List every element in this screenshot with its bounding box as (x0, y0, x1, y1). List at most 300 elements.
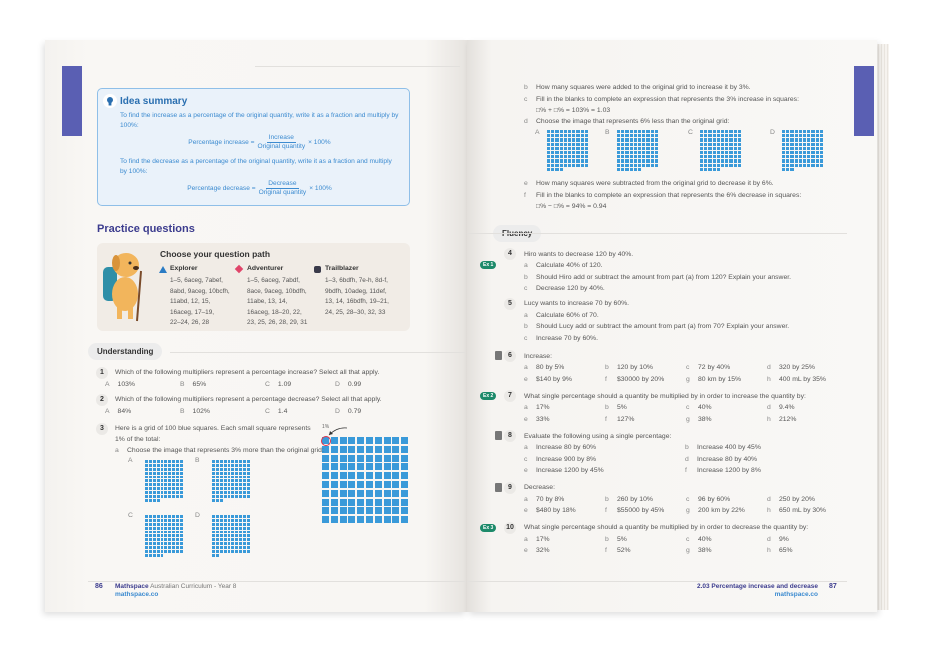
grid-square (572, 134, 575, 137)
grid-square (621, 138, 624, 141)
grid-square (820, 159, 823, 162)
grid-square (638, 143, 641, 146)
grid-square (176, 495, 179, 498)
grid-square (700, 147, 703, 150)
grid-square (149, 487, 152, 490)
grid-square (348, 437, 355, 444)
page-number-right: 87 (829, 583, 837, 590)
grid-square (738, 147, 741, 150)
grid-square (145, 542, 148, 545)
grid-square (738, 159, 741, 162)
grid-square (547, 130, 550, 133)
question-text: Which of the following multipliers represent a percentage decrease? Select all that apply. (115, 396, 382, 403)
part-text: 250 by 20% (779, 495, 815, 503)
part-letter: e (524, 375, 528, 383)
grid-square (168, 495, 171, 498)
question-path-title: Choose your question path (160, 249, 271, 259)
path-questions: 22–24, 26, 28 (170, 319, 210, 326)
question-part (767, 494, 848, 506)
grid-square (585, 159, 588, 162)
grid-square (168, 491, 171, 494)
highlight-circle (321, 436, 331, 446)
grid-square (224, 491, 227, 494)
grid-square (638, 159, 641, 162)
grid-square (235, 476, 238, 479)
grid-square (634, 143, 637, 146)
grid-square (157, 491, 160, 494)
grid-square (585, 134, 588, 137)
part-letter: e (524, 415, 528, 423)
grid-square (799, 155, 802, 158)
grid-square (168, 479, 171, 482)
grid-square (216, 523, 219, 526)
grid-square (375, 437, 382, 444)
grid-square (401, 455, 408, 462)
grid-image (145, 515, 183, 557)
grid-square (168, 542, 171, 545)
grid-square (157, 460, 160, 463)
part-text: Increase 80 by 40% (697, 455, 758, 463)
grid-square (572, 164, 575, 167)
part-text: Should Hiro add or subtract the amount from part (a) from 120? Explain your answer. (536, 273, 792, 281)
grid-square (331, 463, 338, 470)
question-parts (524, 402, 847, 425)
grid-square (576, 155, 579, 158)
grid-option-label: A (128, 457, 133, 464)
grid-square (224, 527, 227, 530)
answer-option[interactable] (105, 381, 135, 388)
grid-square (157, 519, 160, 522)
grid-square (153, 523, 156, 526)
grid-square (228, 495, 231, 498)
grid-square (816, 147, 819, 150)
grid-square (212, 554, 215, 557)
grid-square (392, 481, 399, 488)
option-letter: B (180, 408, 185, 415)
grid-square (168, 527, 171, 530)
grid-square (145, 538, 148, 541)
grid-square (713, 130, 716, 133)
grid-square (176, 534, 179, 537)
grid-square (564, 164, 567, 167)
grid-square (651, 138, 654, 141)
grid-square (617, 143, 620, 146)
footer-site-right[interactable]: mathspace.co (774, 591, 818, 598)
grid-square (638, 151, 641, 154)
grid-square (228, 527, 231, 530)
grid-square (153, 476, 156, 479)
grid-square (348, 507, 355, 514)
grid-square (176, 460, 179, 463)
grid-square (621, 147, 624, 150)
grid-square (176, 523, 179, 526)
grid-square (239, 472, 242, 475)
grid-square (738, 134, 741, 137)
answer-option[interactable] (335, 408, 361, 415)
question-number: 4 (504, 248, 516, 260)
grid-square (357, 516, 364, 523)
grid-square (322, 481, 329, 488)
question-part (605, 505, 686, 517)
grid-square (725, 147, 728, 150)
question-parts (524, 442, 847, 477)
grid-square (581, 164, 584, 167)
question-part (605, 362, 686, 374)
grid-square (621, 164, 624, 167)
grid-square (700, 159, 703, 162)
grid-square (340, 437, 347, 444)
grid-square (799, 138, 802, 141)
grid-square (630, 147, 633, 150)
grid-square (149, 499, 152, 502)
grid-square (729, 143, 732, 146)
grid-square (157, 464, 160, 467)
grid-square (153, 472, 156, 475)
question-text: What single percentage should a quantity be multiplied by in order to increase the quantity by: (524, 392, 806, 400)
grid-square (655, 130, 658, 133)
part-text: 5% (617, 535, 627, 543)
grid-square (646, 164, 649, 167)
path-questions: 1–5, 6aceg, 7abdf, (247, 277, 300, 284)
grid-square (224, 519, 227, 522)
grid-square (235, 523, 238, 526)
grid-square (717, 138, 720, 141)
grid-square (704, 151, 707, 154)
part-text: $480 by 18% (536, 507, 576, 515)
grid-square (576, 151, 579, 154)
grid-square (547, 143, 550, 146)
grid-square (168, 534, 171, 537)
grid-square (803, 164, 806, 167)
part-text: 320 by 25% (779, 364, 815, 372)
grid-square (228, 487, 231, 490)
grid-square (168, 483, 171, 486)
answer-option[interactable] (180, 381, 206, 388)
grid-square (555, 159, 558, 162)
grid-square (786, 134, 789, 137)
grid-square (782, 159, 785, 162)
grid-square (820, 147, 823, 150)
question-header (467, 298, 847, 310)
grid-square (560, 147, 563, 150)
part-letter: d (524, 118, 528, 125)
grid-square (630, 151, 633, 154)
part-letter: e (524, 547, 528, 555)
grid-square (799, 164, 802, 167)
grid-square (224, 542, 227, 545)
grid-square (568, 134, 571, 137)
grid-image (212, 460, 250, 502)
part-letter: f (524, 192, 526, 199)
grid-square (704, 155, 707, 158)
part-text: 72 by 40% (698, 364, 731, 372)
grid-square (145, 554, 148, 557)
calculator-icon (495, 431, 502, 440)
footer-site-left[interactable]: mathspace.co (115, 591, 159, 598)
grid-square (224, 479, 227, 482)
answer-option[interactable] (105, 408, 131, 415)
grid-square (357, 507, 364, 514)
part-text: 120 by 10% (617, 364, 653, 372)
grid-square (216, 472, 219, 475)
grid-square (790, 168, 793, 171)
grid-square (243, 515, 246, 518)
grid-square (713, 159, 716, 162)
chapter-tab-left (62, 66, 82, 136)
grid-square (172, 460, 175, 463)
question-parts (524, 494, 847, 517)
grid-square (642, 130, 645, 133)
answer-option[interactable] (335, 381, 361, 388)
grid-square (729, 159, 732, 162)
grid-square (585, 138, 588, 141)
grid-square (708, 138, 711, 141)
part-text: 52% (617, 547, 631, 555)
grid-square (651, 159, 654, 162)
grid-square (375, 481, 382, 488)
grid-square (816, 138, 819, 141)
grid-square (625, 168, 628, 171)
question-part (685, 442, 846, 454)
grid-square (239, 495, 242, 498)
question-text: Evaluate the following using a single percentage: (524, 432, 672, 440)
grid-square (239, 531, 242, 534)
grid-square (655, 151, 658, 154)
grid-square (790, 138, 793, 141)
question-9 (467, 482, 847, 517)
grid-square (161, 479, 164, 482)
grid-square (734, 164, 737, 167)
grid-square (803, 138, 806, 141)
grid-square (551, 138, 554, 141)
grid-square (247, 542, 250, 545)
part-text: Increase 70 by 60%. (536, 334, 598, 342)
grid-square (231, 491, 234, 494)
grid-square (157, 495, 160, 498)
grid-square (172, 534, 175, 537)
option-value: 1.09 (277, 381, 292, 388)
worked-example-badge[interactable]: Ex 2 (480, 392, 496, 400)
part-text: 80 km by 15% (698, 375, 742, 383)
grid-square (157, 542, 160, 545)
grid-square (172, 495, 175, 498)
grid-square (153, 527, 156, 530)
grid-square (145, 531, 148, 534)
grid-square (713, 143, 716, 146)
grid-square (560, 164, 563, 167)
grid-square (384, 437, 391, 444)
question-text: What single percentage should a quantity be multiplied by in order to decrease the quantity by: (524, 524, 809, 531)
grid-square (625, 143, 628, 146)
grid-square (161, 519, 164, 522)
grid-square (247, 531, 250, 534)
option-value: 0.79 (347, 408, 362, 415)
grid-square (704, 168, 707, 171)
grid-square (655, 147, 658, 150)
grid-square (547, 164, 550, 167)
grid-square (357, 481, 364, 488)
grid-square (239, 538, 242, 541)
grid-square (180, 534, 183, 537)
grid-square (176, 479, 179, 482)
grid-square (212, 491, 215, 494)
grid-square (235, 531, 238, 534)
grid-square (547, 147, 550, 150)
grid-square (700, 138, 703, 141)
grid-square (807, 155, 810, 158)
grid-square (721, 134, 724, 137)
grid-square (717, 147, 720, 150)
grid-square (782, 143, 785, 146)
grid-square (551, 168, 554, 171)
grid-square (164, 534, 167, 537)
grid-square (708, 164, 711, 167)
grid-square (168, 523, 171, 526)
grid-square (228, 476, 231, 479)
worked-example-badge[interactable]: Ex 3 (480, 524, 496, 532)
question-part (686, 494, 767, 506)
grid-square (651, 143, 654, 146)
grid-square (807, 151, 810, 154)
grid-square (149, 527, 152, 530)
grid-square (551, 134, 554, 137)
grid-square (243, 464, 246, 467)
worked-example-badge[interactable]: Ex 1 (480, 261, 496, 269)
idea-text-increase: To find the increase as a percentage of the original quantity, write it as a fraction and multiply by 100%: (120, 112, 399, 129)
answer-option[interactable] (180, 408, 210, 415)
part-text: 33% (536, 415, 550, 423)
grid-square (172, 515, 175, 518)
grid-square (357, 455, 364, 462)
grid-square (820, 143, 823, 146)
grid-square (568, 164, 571, 167)
grid-square (729, 155, 732, 158)
grid-square (568, 159, 571, 162)
calculator-icon (495, 351, 502, 360)
answer-option[interactable] (265, 408, 287, 415)
path-questions: 8ace, 9aceg, 10bdfh, (247, 287, 307, 295)
grid-square (220, 499, 223, 502)
course-name: Australian Curriculum - Year 8 (150, 583, 237, 590)
part-letter: a (524, 495, 528, 503)
grid-square (572, 147, 575, 150)
grid-square (782, 147, 785, 150)
grid-square (729, 164, 732, 167)
grid-square (621, 151, 624, 154)
answer-option[interactable] (265, 381, 291, 388)
grid-square (212, 523, 215, 526)
grid-square (228, 464, 231, 467)
grid-square (621, 143, 624, 146)
part-letter: d (767, 535, 771, 543)
grid-square (153, 515, 156, 518)
grid-square (638, 130, 641, 133)
grid-square (734, 130, 737, 133)
grid-square (725, 134, 728, 137)
grid-square (145, 550, 148, 553)
grid-square (331, 507, 338, 514)
grid-square (721, 143, 724, 146)
grid-square (161, 554, 164, 557)
grid-square (734, 155, 737, 158)
grid-square (807, 134, 810, 137)
grid-square (180, 468, 183, 471)
grid-square (551, 159, 554, 162)
grid-square (228, 491, 231, 494)
part-letter: h (767, 547, 771, 555)
grid-square (231, 495, 234, 498)
grid-square (340, 516, 347, 523)
question-6 (467, 350, 847, 385)
grid-square (811, 155, 814, 158)
path-name-trailblazer: Trailblazer (325, 265, 359, 272)
grid-square (786, 155, 789, 158)
grid-square (795, 147, 798, 150)
question-part (605, 534, 686, 546)
grid-square (172, 487, 175, 490)
grid-square (168, 546, 171, 549)
grid-square (231, 531, 234, 534)
grid-square (634, 134, 637, 137)
grid-square (646, 134, 649, 137)
grid-square (239, 550, 242, 553)
grid-square (795, 159, 798, 162)
grid-square (738, 151, 741, 154)
grid-square (820, 164, 823, 167)
part-letter: h (767, 415, 771, 423)
grid-square (145, 476, 148, 479)
grid-square (231, 464, 234, 467)
question-text: Here is a grid of 100 blue squares. Each small square represents (115, 425, 311, 432)
question-part (524, 333, 847, 345)
section-divider (467, 233, 847, 234)
part-letter: d (767, 404, 771, 412)
question-parts (524, 310, 847, 345)
grid-square (172, 546, 175, 549)
path-questions: 16aceg, 17–19, (170, 308, 215, 316)
section-divider (170, 352, 465, 353)
grid-square (180, 476, 183, 479)
part-letter: b (524, 323, 528, 331)
grid-square (621, 134, 624, 137)
grid-square (816, 130, 819, 133)
grid-square (634, 159, 637, 162)
grid-square (247, 491, 250, 494)
question-part (524, 310, 847, 322)
grid-square (795, 134, 798, 137)
grid-square (164, 531, 167, 534)
grid-square (331, 455, 338, 462)
grid-square (331, 472, 338, 479)
question-part (605, 494, 686, 506)
grid-square (795, 151, 798, 154)
grid-square (164, 538, 167, 541)
grid-square (231, 460, 234, 463)
grid-square (172, 527, 175, 530)
grid-square (721, 155, 724, 158)
grid-square (655, 134, 658, 137)
grid-square (157, 483, 160, 486)
grid-square (560, 134, 563, 137)
grid-square (786, 143, 789, 146)
grid-square (224, 515, 227, 518)
grid-square (581, 138, 584, 141)
grid-square (811, 164, 814, 167)
part-letter: b (685, 444, 689, 452)
part-letter: a (115, 447, 119, 454)
footer-rule-right (467, 581, 847, 582)
grid-square (220, 523, 223, 526)
